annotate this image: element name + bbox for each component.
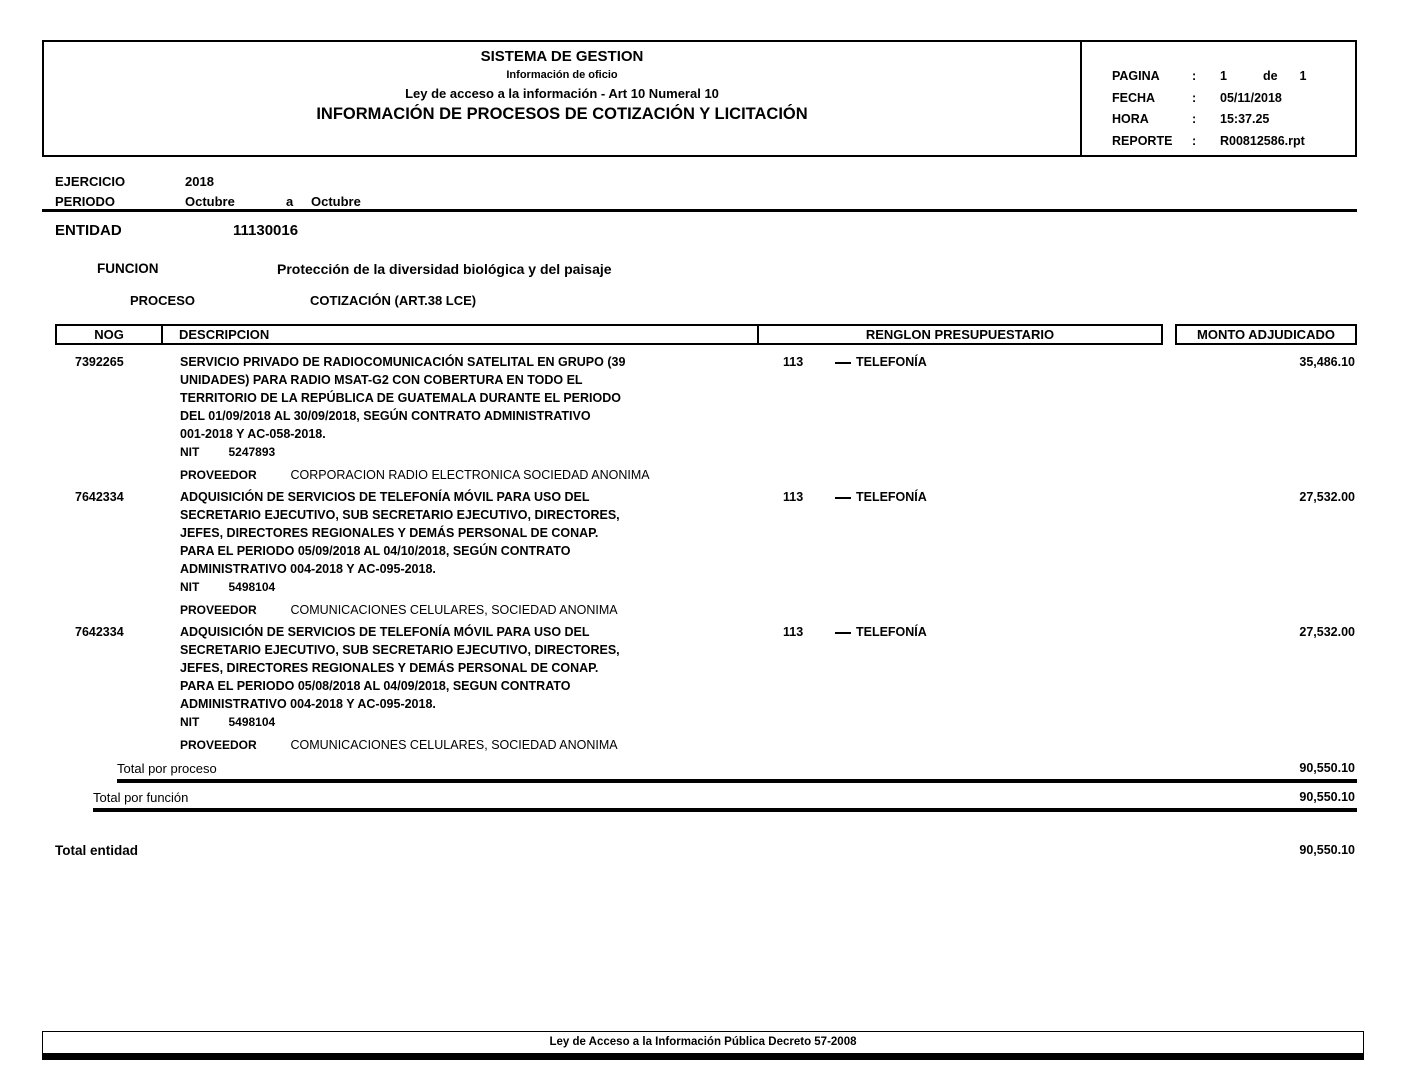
header-subtitle-oficio: Información de oficio [506, 69, 618, 81]
ejercicio-label: EJERCICIO [55, 174, 126, 189]
row-nit-line [180, 443, 759, 461]
nit-label: NIT [180, 445, 200, 459]
row-description-cell [163, 353, 759, 484]
funcion-label: FUNCION [97, 261, 159, 276]
header-divider-rule [42, 209, 1357, 212]
row-proveedor-line [180, 736, 759, 754]
renglon-name: TELEFONÍA [855, 355, 927, 369]
row-nog: 7392265 [75, 355, 124, 369]
dash-icon [835, 497, 851, 499]
dash-icon [835, 632, 851, 634]
nit-label: NIT [180, 715, 200, 729]
report-header-titles [44, 47, 1080, 126]
nit-label: NIT [180, 580, 200, 594]
proveedor-label: PROVEEDOR [180, 603, 257, 617]
row-renglon-cell [759, 353, 1170, 484]
pagina-colon: : [1192, 69, 1197, 83]
funcion-value: Protección de la diversidad biológica y del paisaje [277, 261, 612, 277]
nit-value: 5247893 [228, 445, 276, 459]
row-renglon-cell [759, 488, 1170, 619]
table-row [55, 353, 1357, 484]
proveedor-label: PROVEEDOR [180, 468, 257, 482]
row-description: ADQUISICIÓN DE SERVICIOS DE TELEFONÍA MÓVIL PARA USO DEL SECRETARIO EJECUTIVO, SUB SECRETARIO EJECUTIVO, DIRECTORES, JEFES, DIRECTORES REGIONALES Y DEMÁS PERSONAL DE CONAP. PARA EL PERIODO 05/09/2018 AL 04/10/2018, SEGÚN CONTRATO ADMINISTRATIVO 004-2018 Y AC-095-2018. [180, 490, 620, 576]
entidad-label: ENTIDAD [55, 222, 122, 239]
report-header-box [42, 40, 1357, 157]
proveedor-value: COMUNICACIONES CELULARES, SOCIEDAD ANONIMA [290, 738, 618, 752]
proveedor-label: PROVEEDOR [180, 738, 257, 752]
processes-table [55, 324, 1357, 859]
column-header-renglon: RENGLON PRESUPUESTARIO [865, 327, 1055, 342]
meta-hora-row [1112, 109, 1353, 131]
row-monto: 35,486.10 [1299, 355, 1355, 369]
row-description-cell [163, 623, 759, 754]
proceso-value: COTIZACIÓN (ART.38 LCE) [310, 293, 477, 308]
total-proceso-value: 90,550.10 [1299, 761, 1355, 775]
periodo-to: Octubre [311, 194, 361, 209]
row-monto: 27,532.00 [1299, 490, 1355, 504]
table-row [55, 623, 1357, 754]
row-renglon-cell [759, 623, 1170, 754]
fecha-value: 05/11/2018 [1220, 90, 1282, 105]
dash-icon [835, 362, 851, 364]
row-nit-line [180, 713, 759, 731]
pagina-total: 1 [1299, 69, 1307, 83]
row-proveedor-line [180, 601, 759, 619]
pagina-de: de [1262, 69, 1278, 83]
table-row [55, 488, 1357, 619]
pagina-label: PAGINA [1112, 69, 1160, 83]
total-entidad-label: Total entidad [55, 843, 138, 858]
total-por-funcion-row [93, 789, 1357, 812]
periodo-from: Octubre [185, 194, 235, 209]
proveedor-value: CORPORACION RADIO ELECTRONICA SOCIEDAD ANONIMA [290, 468, 650, 482]
column-header-nog: NOG [57, 326, 163, 343]
reporte-value: R00812586.rpt [1220, 133, 1305, 148]
report-title: INFORMACIÓN DE PROCESOS DE COTIZACIÓN Y LICITACIÓN [316, 105, 808, 123]
total-proceso-label: Total por proceso [117, 761, 217, 776]
column-header-monto: MONTO ADJUDICADO [1175, 324, 1357, 345]
report-meta-box [1080, 42, 1353, 155]
hora-colon: : [1192, 112, 1197, 126]
total-por-proceso-row [117, 760, 1357, 783]
proveedor-value: COMUNICACIONES CELULARES, SOCIEDAD ANONIMA [290, 603, 618, 617]
row-description: SERVICIO PRIVADO DE RADIOCOMUNICACIÓN SATELITAL EN GRUPO (39 UNIDADES) PARA RADIO MSAT-G2 CON COBERTURA EN TODO EL TERRITORIO DE LA REPÚBLICA DE GUATEMALA DURANTE EL PERIODO DEL 01/09/2018 AL 30/09/2018, SEGÚN CONTRATO ADMINISTRATIVO 001-2018 Y AC-058-2018. [180, 355, 626, 441]
renglon-code: 113 [783, 625, 804, 639]
meta-fecha-row [1112, 88, 1353, 110]
reporte-colon: : [1192, 133, 1197, 148]
table-header-gap [1163, 324, 1175, 345]
meta-pagina-row [1112, 66, 1353, 88]
renglon-name: TELEFONÍA [855, 625, 927, 639]
proceso-label: PROCESO [130, 293, 196, 308]
row-description-cell [163, 488, 759, 619]
row-description: ADQUISICIÓN DE SERVICIOS DE TELEFONÍA MÓVIL PARA USO DEL SECRETARIO EJECUTIVO, SUB SECRETARIO EJECUTIVO, DIRECTORES, JEFES, DIRECTORES REGIONALES Y DEMÁS PERSONAL DE CONAP. PARA EL PERIODO 05/08/2018 AL 04/09/2018, SEGUN CONTRATO ADMINISTRATIVO 004-2018 Y AC-095-2018. [180, 625, 620, 711]
periodo-label: PERIODO [55, 194, 115, 209]
meta-reporte-row [1112, 131, 1353, 153]
hora-value: 15:37.25 [1220, 112, 1270, 126]
reporte-label: REPORTE [1112, 133, 1173, 148]
hora-label: HORA [1112, 112, 1149, 126]
periodo-a: a [286, 194, 294, 209]
table-header-main [55, 324, 1163, 345]
renglon-name: TELEFONÍA [855, 490, 927, 504]
renglon-code: 113 [783, 355, 804, 369]
row-nit-line [180, 578, 759, 596]
total-funcion-value: 90,550.10 [1299, 790, 1355, 804]
ejercicio-value: 2018 [185, 174, 214, 189]
fecha-label: FECHA [1112, 90, 1156, 105]
total-entidad-row [55, 842, 1357, 859]
header-subtitle-ley: Ley de acceso a la información - Art 10 Numeral 10 [405, 86, 719, 101]
total-entidad-value: 90,550.10 [1299, 843, 1355, 857]
row-proveedor-line [180, 466, 759, 484]
table-header-row [55, 324, 1357, 345]
system-title: SISTEMA DE GESTION [480, 48, 644, 65]
footer-bar [42, 1031, 1364, 1060]
entidad-value: 11130016 [233, 222, 299, 239]
column-header-descripcion: DESCRIPCION [163, 326, 759, 343]
pagina-value: 1 [1220, 69, 1227, 83]
row-nog: 7642334 [75, 490, 124, 504]
renglon-code: 113 [783, 490, 804, 504]
nit-value: 5498104 [228, 715, 276, 729]
nit-value: 5498104 [228, 580, 276, 594]
row-nog: 7642334 [75, 625, 124, 639]
row-monto: 27,532.00 [1299, 625, 1355, 639]
total-funcion-label: Total por función [93, 790, 189, 805]
footer-text: Ley de Acceso a la Información Pública Decreto 57-2008 [549, 1036, 857, 1048]
fecha-colon: : [1192, 90, 1197, 105]
